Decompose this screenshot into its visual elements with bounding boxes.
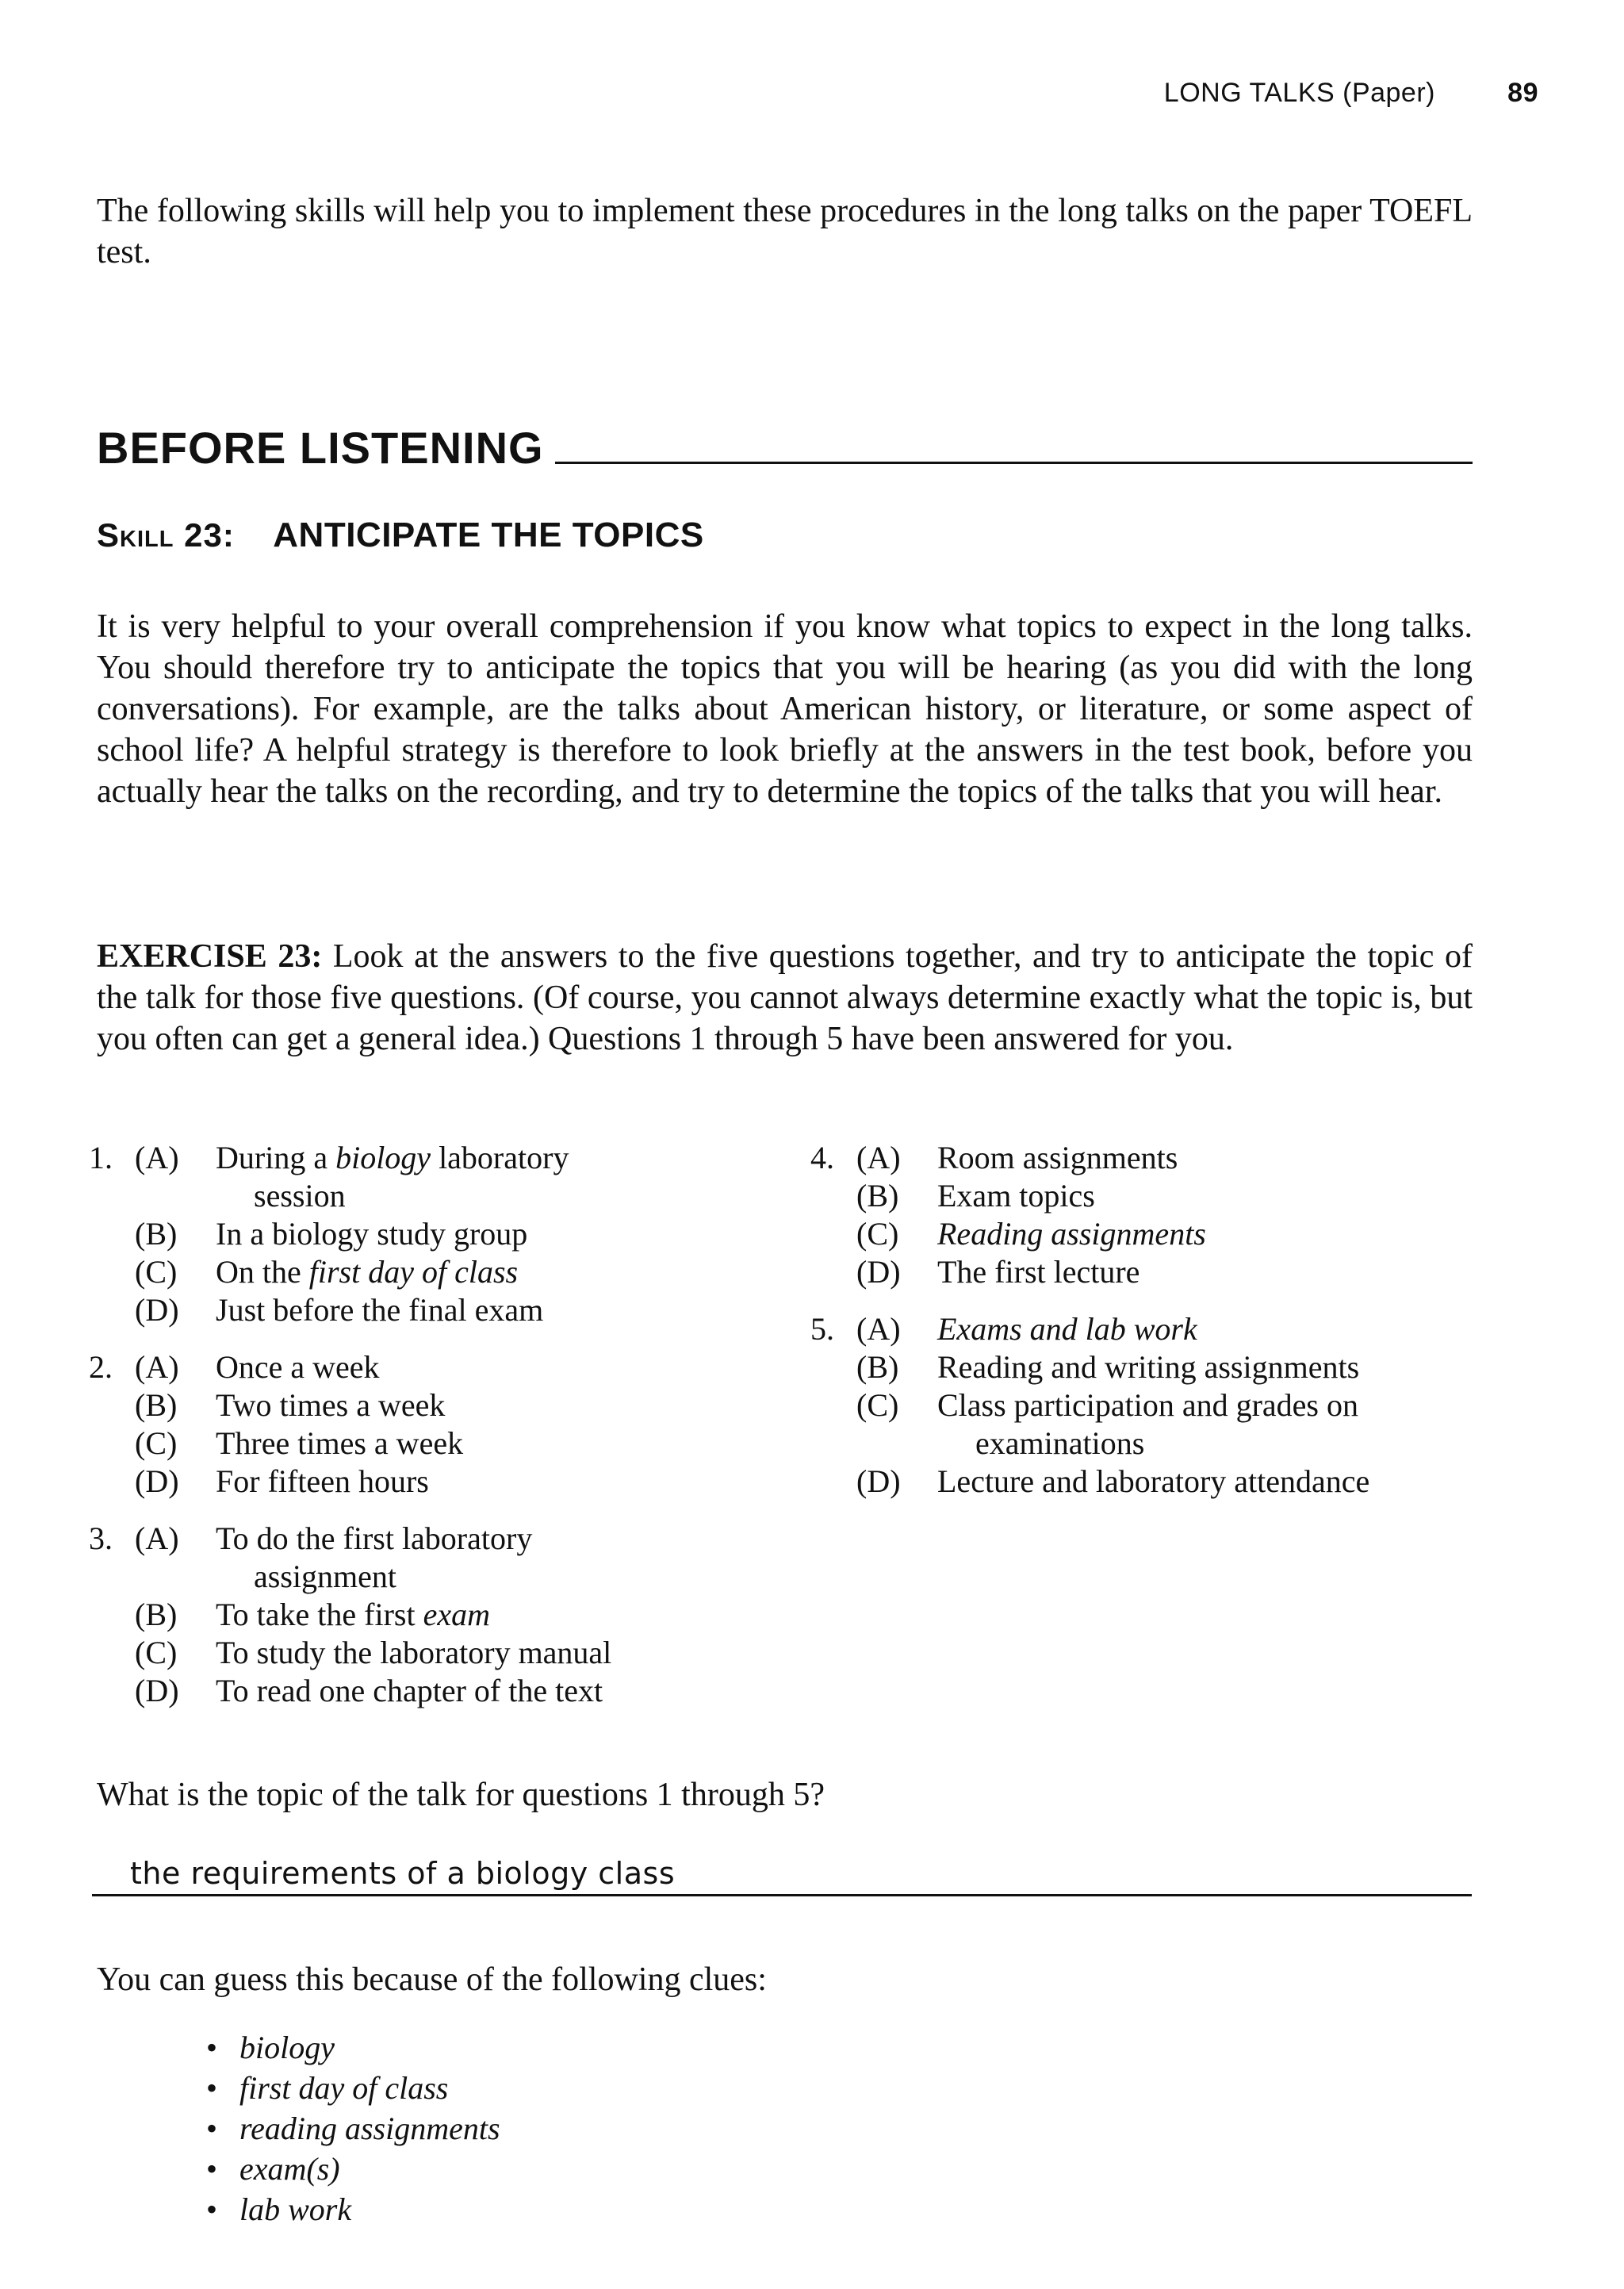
option-text <box>216 1291 802 1329</box>
section-heading-text: BEFORE LISTENING <box>97 423 544 473</box>
option-text <box>216 1386 802 1424</box>
option-text-italic: first day of class <box>308 1254 519 1290</box>
skill-heading <box>97 516 704 555</box>
option-text-line <box>937 1463 1369 1499</box>
option-text-line <box>216 1425 463 1461</box>
option-text-line <box>937 1311 1197 1347</box>
option-text-line <box>937 1254 1139 1290</box>
option-text-plain: To read one chapter of the text <box>216 1673 603 1708</box>
clue-item <box>198 2149 500 2189</box>
question-item <box>795 1139 1492 1291</box>
option-text-line <box>216 1635 611 1670</box>
option-letter: (A) <box>856 1140 901 1175</box>
option-text-line <box>216 1673 603 1708</box>
option-text-plain: Just before the final exam <box>216 1292 544 1328</box>
option-text-plain: Once a week <box>216 1349 380 1385</box>
questions-left-column <box>73 1139 802 1710</box>
topic-question: What is the topic of the talk for questions 1 through 5? <box>97 1777 825 1813</box>
clues-list <box>198 2027 500 2230</box>
clue-item <box>198 2108 500 2149</box>
exercise-instructions: Look at the answers to the five questions together, and try to anticipate the topic of the talk for those five questions. (Of course, you cannot always determine exactly what the topic is, but you often can get a general idea.) Questions 1 through 5 have been answered for you. <box>97 938 1473 1057</box>
exercise-paragraph <box>97 936 1473 1060</box>
answer-option <box>73 1386 802 1424</box>
option-text-line <box>216 1597 490 1632</box>
answer-option <box>73 1139 802 1215</box>
option-text <box>937 1463 1492 1501</box>
option-text-italic: Exams and lab work <box>937 1311 1197 1347</box>
option-text-line <box>216 1520 532 1556</box>
answer-option <box>795 1139 1492 1177</box>
option-text-plain: Class participation and grades on <box>937 1387 1358 1423</box>
question-spacer <box>73 1329 802 1348</box>
option-text <box>216 1596 802 1634</box>
option-text <box>937 1310 1492 1348</box>
option-text <box>937 1177 1492 1215</box>
exercise-label: EXERCISE 23: <box>97 938 323 975</box>
answer-option <box>73 1348 802 1386</box>
clue-text: reading assignments <box>239 2111 500 2146</box>
option-text-italic: exam <box>423 1597 490 1632</box>
clue-item <box>198 2027 500 2068</box>
question-spacer <box>795 1291 1492 1310</box>
option-text <box>216 1672 802 1710</box>
option-letter: (D) <box>856 1254 901 1290</box>
option-letter: (C) <box>135 1635 178 1670</box>
bullet-icon: • <box>206 2030 218 2065</box>
option-letter: (B) <box>856 1349 899 1385</box>
question-spacer <box>73 1501 802 1520</box>
option-letter: (B) <box>135 1387 178 1423</box>
answer-option <box>73 1463 802 1501</box>
topic-answer: the requirements of a biology class <box>130 1856 676 1891</box>
option-text-plain: To do the first laboratory <box>216 1520 533 1556</box>
skill-label: Skill 23: <box>97 516 235 554</box>
answer-option <box>795 1348 1492 1386</box>
option-text-line <box>216 1292 543 1328</box>
option-text-plain: Exam topics <box>937 1178 1095 1214</box>
question-number: 4. <box>810 1140 834 1175</box>
option-text <box>216 1634 802 1672</box>
answer-option <box>795 1463 1492 1501</box>
option-text-plain: Two times a week <box>216 1387 446 1423</box>
question-item <box>73 1520 802 1710</box>
option-text-plain: Three times a week <box>216 1425 464 1461</box>
option-letter: (D) <box>135 1463 179 1499</box>
section-heading-rule <box>555 462 1473 464</box>
option-text <box>937 1386 1492 1463</box>
bullet-icon: • <box>206 2111 218 2146</box>
option-letter: (C) <box>135 1254 178 1290</box>
option-text <box>216 1253 802 1291</box>
clue-item <box>198 2189 500 2230</box>
option-text <box>937 1253 1492 1291</box>
option-text <box>216 1520 802 1596</box>
clue-text: biology <box>239 2030 335 2065</box>
bullet-icon: • <box>206 2070 218 2106</box>
option-text-plain: Reading and writing assignments <box>937 1349 1360 1385</box>
option-text-line <box>216 1140 569 1175</box>
option-letter: (A) <box>135 1140 179 1175</box>
option-text-continuation: assignment <box>254 1559 396 1594</box>
option-text-italic: biology <box>335 1140 431 1175</box>
option-text-line <box>937 1349 1359 1385</box>
option-text <box>216 1424 802 1463</box>
option-text-line <box>216 1254 518 1290</box>
option-text <box>937 1215 1492 1253</box>
option-text-line <box>216 1387 445 1423</box>
option-text <box>216 1139 802 1215</box>
option-letter: (C) <box>856 1387 899 1423</box>
clue-item <box>198 2068 500 2108</box>
option-letter: (A) <box>856 1311 901 1347</box>
option-text-plain: To take the first <box>216 1597 423 1632</box>
answer-option <box>795 1386 1492 1463</box>
topic-answer-line <box>92 1853 1472 1896</box>
option-letter: (B) <box>135 1597 178 1632</box>
option-text-line <box>216 1216 527 1252</box>
section-heading <box>97 416 1473 472</box>
option-text-plain: The first lecture <box>937 1254 1140 1290</box>
option-letter: (B) <box>135 1216 178 1252</box>
question-item <box>73 1348 802 1501</box>
question-item <box>795 1310 1492 1501</box>
option-text-plain: During a <box>216 1140 336 1175</box>
option-letter: (C) <box>135 1425 178 1461</box>
question-number: 2. <box>89 1349 113 1385</box>
skill-paragraph: It is very helpful to your overall comprehension if you know what topics to expect in the long talks. You should therefore try to anticipate the topics that you will be hearing (as you did with the long conversations). For example, are the talks about American history, or literature, or some aspect of school life? A helpful strategy is therefore to look briefly at the answers in the test book, before you actually hear the talks on the recording, and try to determine the topics of the talks that you will hear. <box>97 608 1473 810</box>
answer-option <box>73 1253 802 1291</box>
question-number: 3. <box>89 1520 113 1556</box>
answer-option <box>795 1215 1492 1253</box>
answer-option <box>795 1177 1492 1215</box>
questions-right-column <box>795 1139 1492 1501</box>
option-text-line <box>937 1216 1206 1252</box>
answer-option <box>73 1596 802 1634</box>
clue-text: exam(s) <box>239 2151 340 2187</box>
option-text <box>937 1348 1492 1386</box>
question-number: 1. <box>89 1140 113 1175</box>
option-letter: (A) <box>135 1349 179 1385</box>
option-letter: (C) <box>856 1216 899 1252</box>
answer-option <box>795 1253 1492 1291</box>
option-letter: (B) <box>856 1178 899 1214</box>
option-text-plain: laboratory <box>431 1140 569 1175</box>
option-letter: (D) <box>135 1673 179 1708</box>
question-number: 5. <box>810 1311 834 1347</box>
option-letter: (A) <box>135 1520 179 1556</box>
option-text <box>216 1463 802 1501</box>
option-text-plain: Room assignments <box>937 1140 1178 1175</box>
option-text-line <box>937 1387 1358 1423</box>
option-text-italic: Reading assignments <box>937 1216 1206 1252</box>
option-letter: (D) <box>135 1292 179 1328</box>
page-number: 89 <box>1507 78 1538 108</box>
answer-option <box>73 1520 802 1596</box>
answer-option <box>73 1424 802 1463</box>
clues-intro: You can guess this because of the following clues: <box>97 1961 767 1998</box>
question-item <box>73 1139 802 1329</box>
option-text-plain: To study the laboratory manual <box>216 1635 612 1670</box>
option-text-line <box>937 1178 1095 1214</box>
option-text-line <box>937 1140 1178 1175</box>
option-text-plain: For fifteen hours <box>216 1463 429 1499</box>
option-text-continuation: examinations <box>975 1425 1145 1461</box>
option-text <box>937 1139 1492 1177</box>
bullet-icon: • <box>206 2191 218 2227</box>
option-text-continuation: session <box>254 1178 346 1214</box>
option-letter: (D) <box>856 1463 901 1499</box>
option-text-line <box>216 1349 380 1385</box>
answer-option <box>73 1672 802 1710</box>
option-text-plain: Lecture and laboratory attendance <box>937 1463 1370 1499</box>
answer-option <box>73 1634 802 1672</box>
clue-text: first day of class <box>239 2070 449 2106</box>
skill-title: ANTICIPATE THE TOPICS <box>273 516 704 554</box>
option-text <box>216 1348 802 1386</box>
option-text-plain: In a biology study group <box>216 1216 528 1252</box>
option-text <box>216 1215 802 1253</box>
intro-paragraph: The following skills will help you to implement these procedures in the long talks on the paper TOEFL test. <box>97 193 1473 270</box>
answer-option <box>795 1310 1492 1348</box>
option-text-plain: On the <box>216 1254 309 1290</box>
clue-text: lab work <box>239 2191 352 2227</box>
answer-option <box>73 1291 802 1329</box>
option-text-line <box>216 1463 429 1499</box>
answer-option <box>73 1215 802 1253</box>
bullet-icon: • <box>206 2151 218 2187</box>
running-title: LONG TALKS (Paper) <box>1163 78 1435 108</box>
